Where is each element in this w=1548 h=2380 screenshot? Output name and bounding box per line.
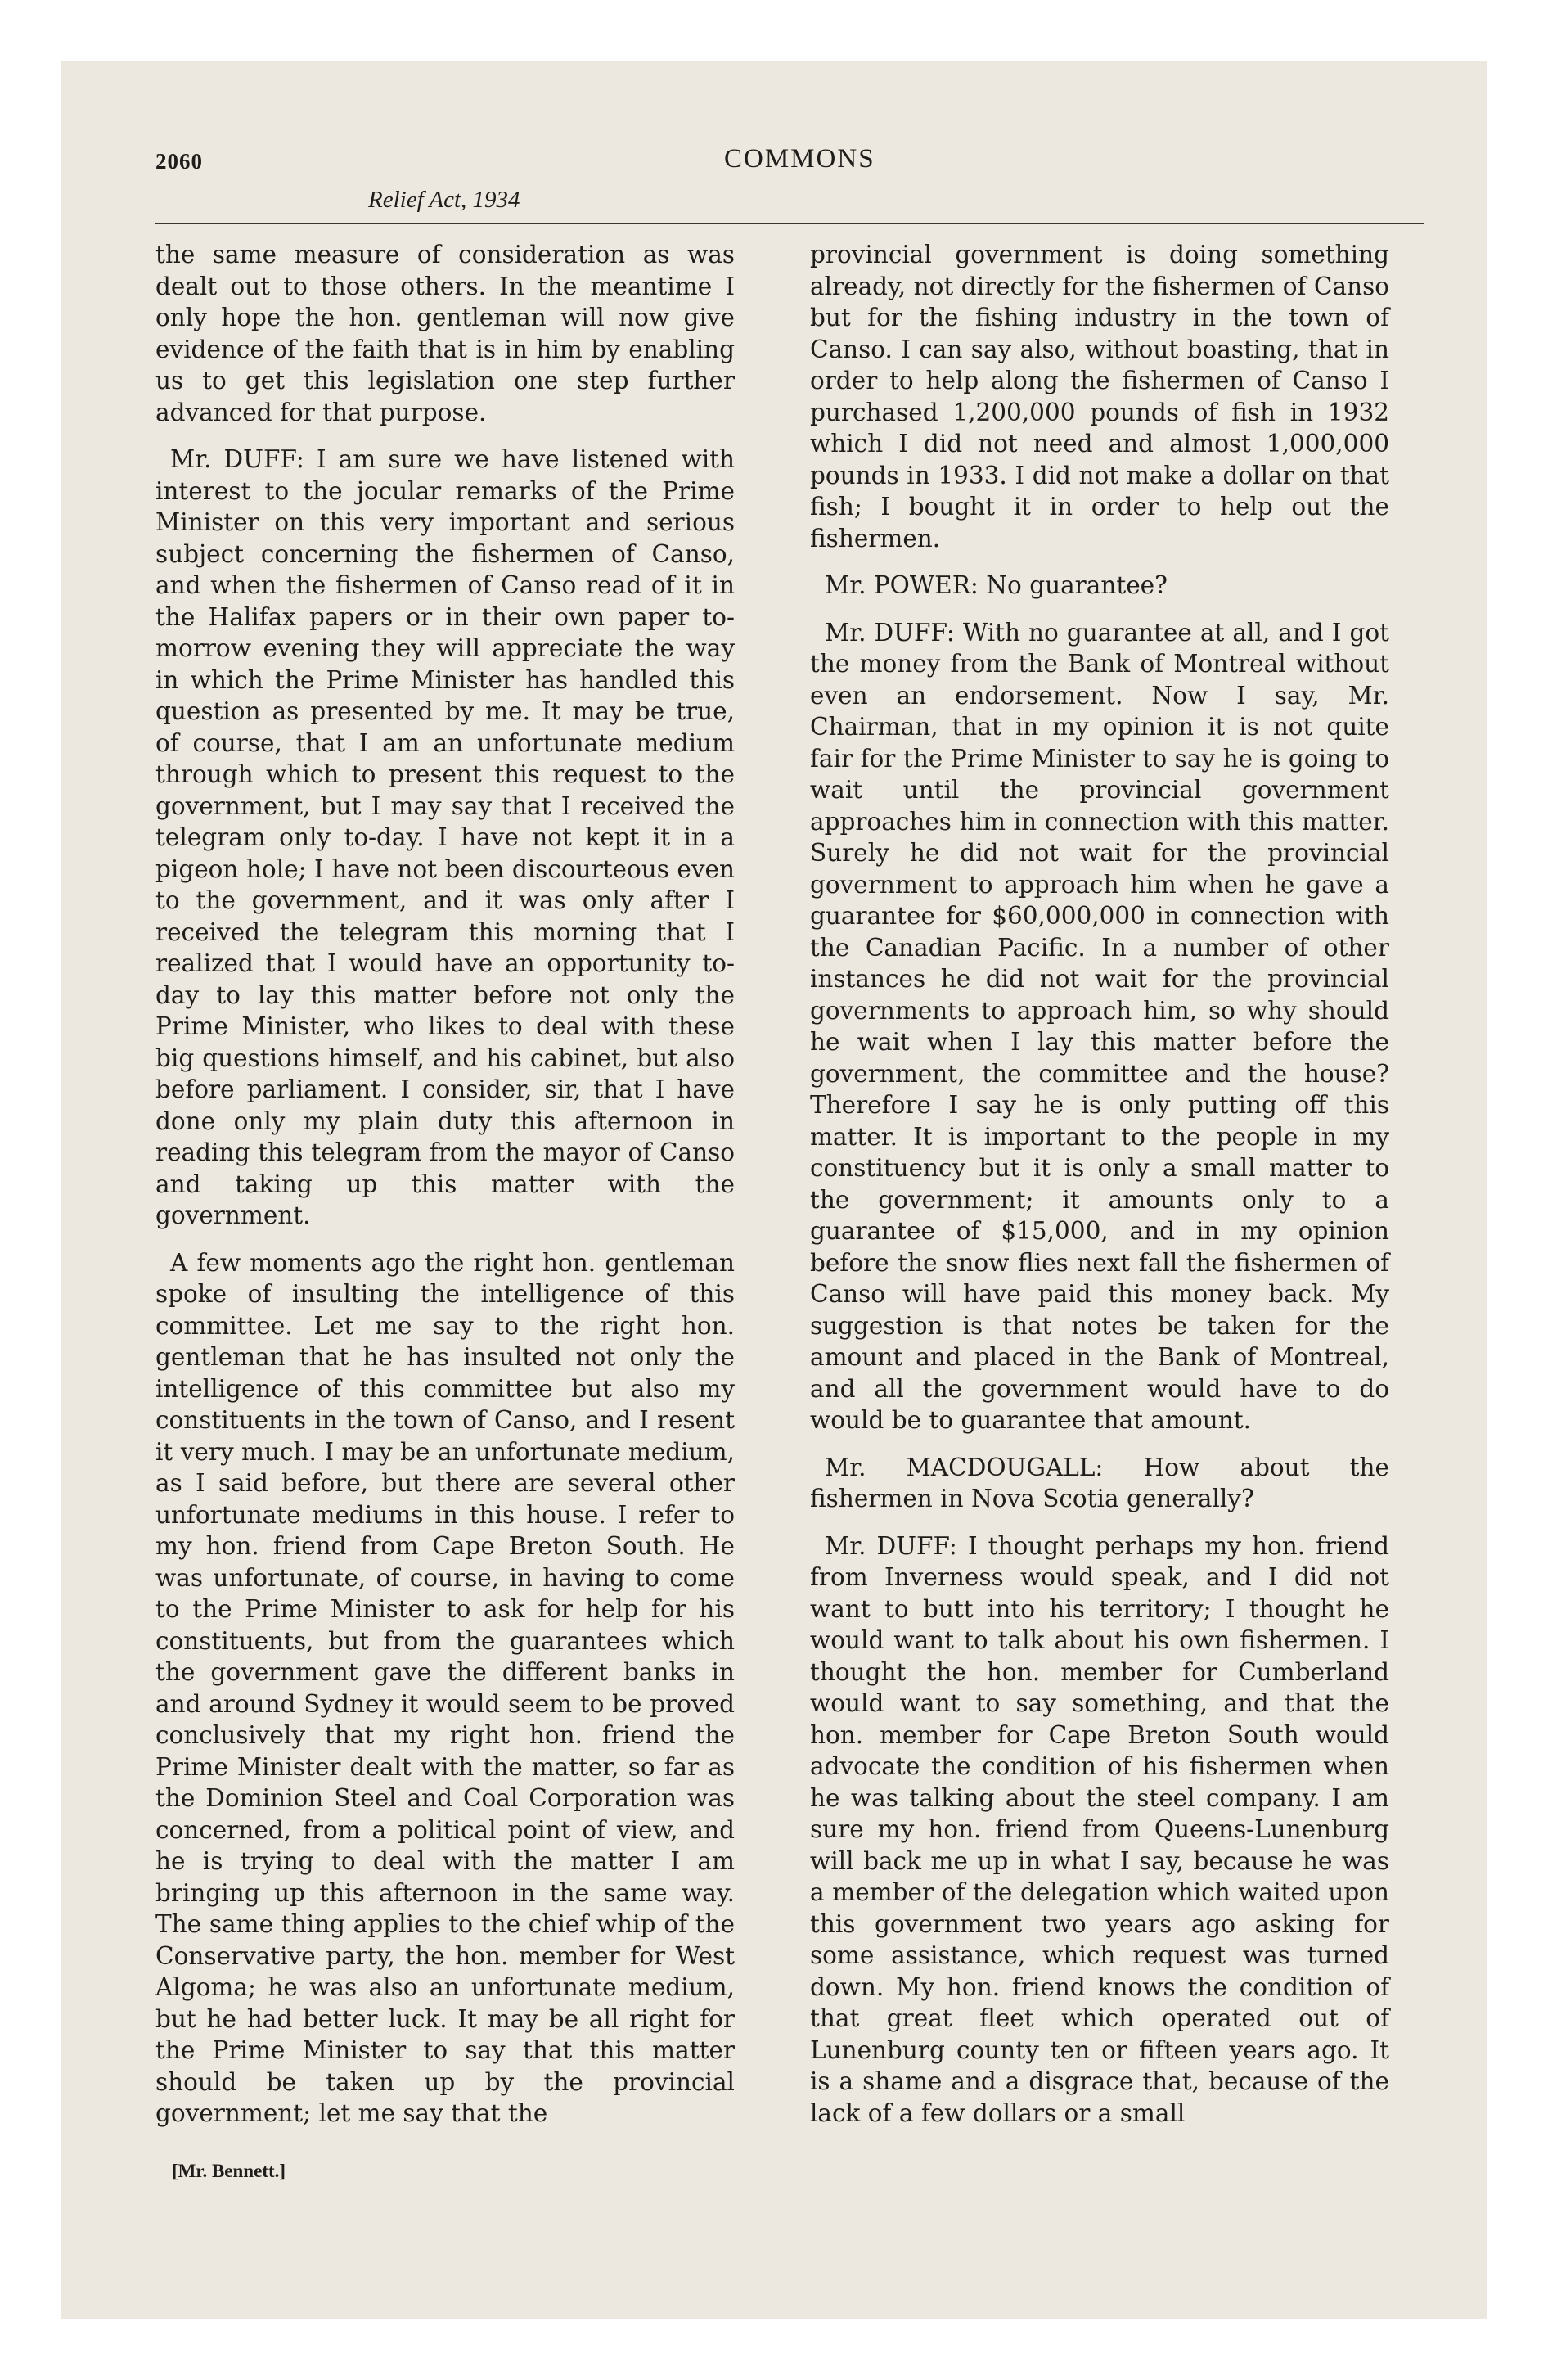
paragraph: the same measure of consideration as was dealt out to those others. In the meantime I only hope the hon. gentleman will now give evidence of the faith that is in him by enabling us to get this legislation one step further advanced for that purpose. [155, 241, 735, 426]
header-rule [155, 223, 1424, 224]
speech-paragraph: Mr. POWER: No guarantee? [825, 571, 1168, 599]
speech-paragraph: Mr. DUFF: I thought perhaps my hon. friend from Inverness would speak, and I did not want to butt into his territory; I thought he would want to talk about his own fishermen. I thought the hon. member for Cumberland would want to say something, and that the hon. member for Cape Breton South would advocate the condition of his fishermen when he was talking about the steel company. I am sure my hon. friend from Queens-Lunenburg will back me up in what I say, because he was a member of the delegation which waited upon this government two years ago asking for some assistance, which request was turned down. My hon. friend knows the condition of that great fleet which operated out of Lunenburg county ten or fifteen years ago. It is a shame and a disgrace that, because of the lack of a few dollars or a small [810, 1531, 1389, 2127]
paragraph: provincial government is doing something already, not directly for the fishermen of Canso but for the fishing industry in the town of Canso. I can say also, without boasting, that in order to help along the fishermen of Canso I purchased 1,200,000 pounds of fish in 1932 which I did not need and almost 1,000,000 pounds in 1933. I did not make a dollar on that fish; I bought it in order to help out the fishermen. [810, 241, 1389, 552]
right-column [810, 239, 1389, 2144]
left-column [155, 239, 735, 2145]
hansard-page [155, 139, 1424, 2234]
page-header [155, 139, 1424, 228]
speech-paragraph: Mr. MACDOUGALL: How about the fishermen in Nova Scotia generally? [810, 1453, 1389, 1512]
speech-paragraph: Mr. DUFF: With no guarantee at all, and I got the money from the Bank of Montreal without even an endorsement. Now I say, Mr. Chairman, that in my opinion it is not quite fair for the Prime Minister to say he is going to wait until the provincial government approaches him in connection with this matter. Surely he did not wait for the provincial government to approach him when he gave a guarantee for $60,000,000 in connection with the Canadian Pacific. In a number of other instances he did not wait for the provincial governments to approach him, so why should he wait when I lay this matter before the government, the committee and the house? Therefore I say he is only putting off this matter. It is important to the people in my constituency but it is only a small matter to the government; it amounts only to a guarantee of $15,000, and in my opinion before the snow flies next fall the fishermen of Canso will have paid this money back. My suggestion is that notes be taken for the amount and placed in the Bank of Montreal, and all the government would have to do would be to guarantee that amount. [810, 618, 1389, 1434]
page-number: 2060 [155, 149, 203, 174]
section-title: COMMONS [724, 144, 875, 174]
running-title: Relief Act, 1934 [368, 187, 520, 213]
paragraph: A few moments ago the right hon. gentleman spoke of insulting the intelligence of this committee. Let me say to the right hon. gentleman that he has insulted not only the intelligence of this committee but also my constituents in the town of Canso, and I resent it very much. I may be an unfortunate medium, as I said before, but there are several other unfortunate mediums in this house. I refer to my hon. friend from Cape Breton South. He was unfortunate, of course, in having to come to the Prime Minister to ask for help for his constituents, but from the guarantees which the government gave the different banks in and around Sydney it would seem to be proved conclusively that my right hon. friend the Prime Minister dealt with the matter, so far as the Dominion Steel and Coal Corporation was concerned, from a political point of view, and he is trying to deal with the matter I am bringing up this afternoon in the same way. The same thing applies to the chief whip of the Conservative party, the hon. member for West Algoma; he was also an unfortunate medium, but he had better luck. It may be all right for the Prime Minister to say that this matter should be taken up by the provincial government; let me say that the [155, 1248, 735, 2127]
footer-speaker-note: [Mr. Bennett.] [172, 2161, 286, 2181]
speech-paragraph: Mr. DUFF: I am sure we have listened with interest to the jocular remarks of the Prime Minister on this very important and serious subject concerning the fishermen of Canso, and when the fishermen of Canso read of it in the Halifax papers or in their own paper to-morrow evening they will appreciate the way in which the Prime Minister has handled this question as presented by me. It may be true, of course, that I am an unfortunate medium through which to present this request to the government, but I may say that I received the telegram only to-day. I have not kept it in a pigeon hole; I have not been discourteous even to the government, and it was only after I received the telegram this morning that I realized that I would have an opportunity to-day to lay this matter before not only the Prime Minister, who likes to deal with these big questions himself, and his cabinet, but also before parliament. I consider, sir, that I have done only my plain duty this afternoon in reading this telegram from the mayor of Canso and taking up this matter with the government. [155, 445, 735, 1229]
